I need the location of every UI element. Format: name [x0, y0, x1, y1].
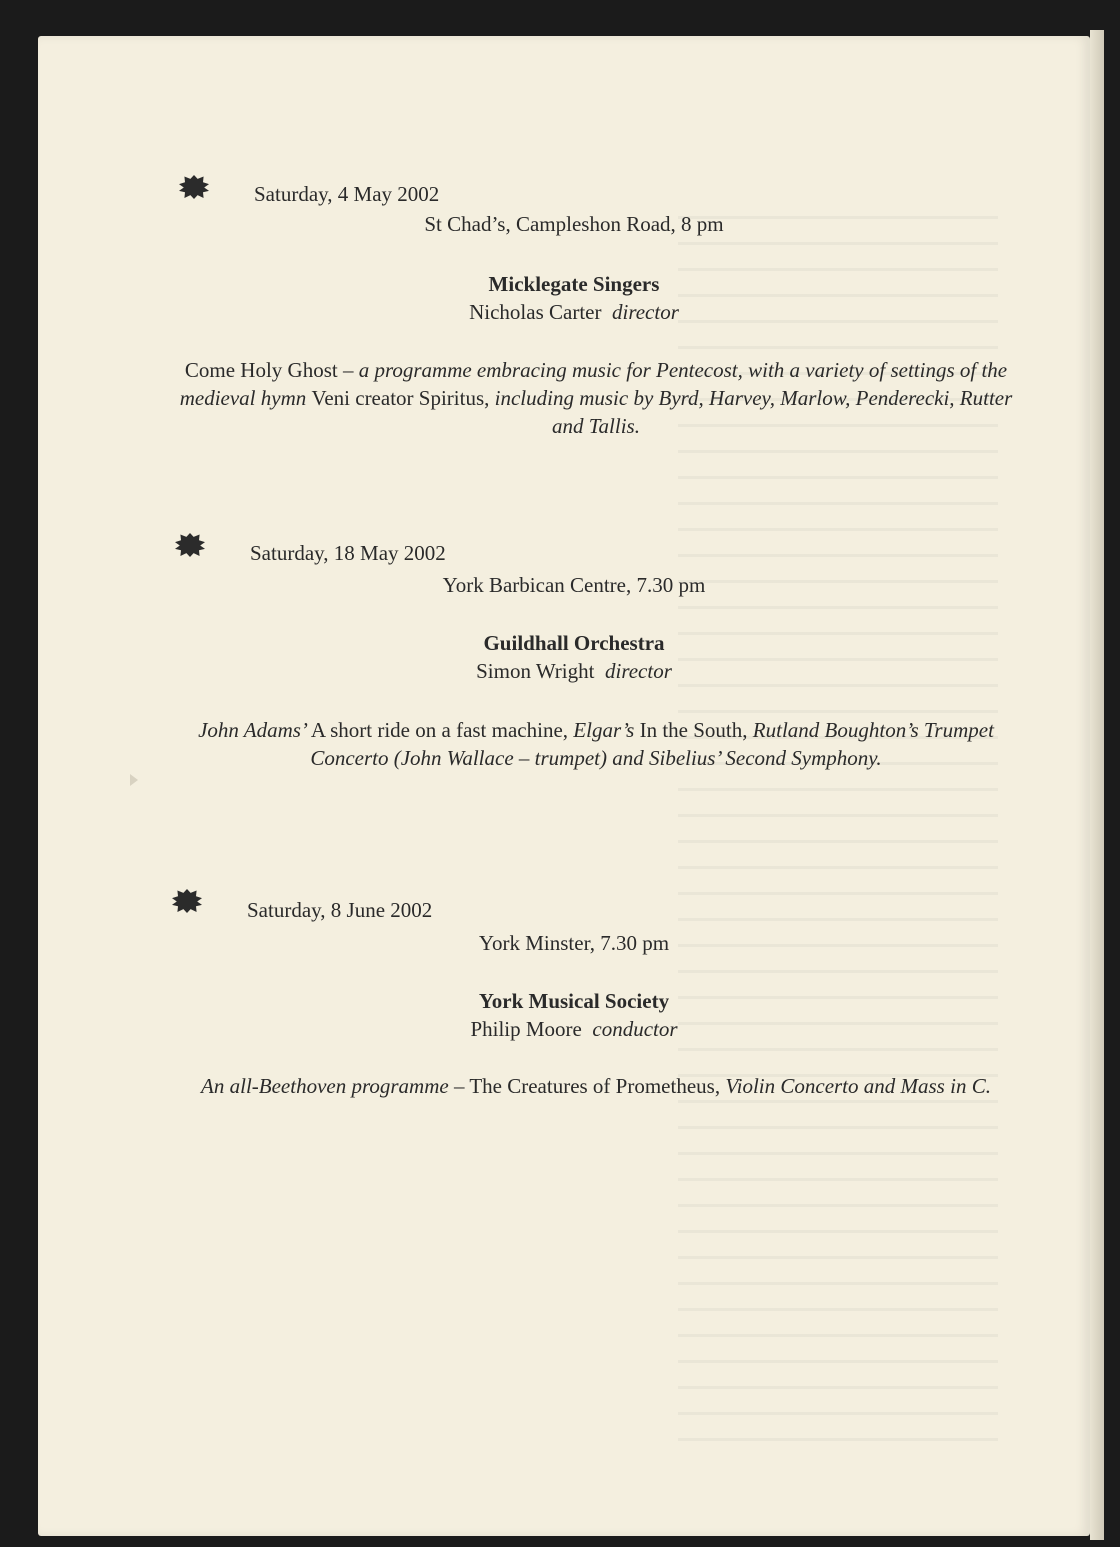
programme-text: An all-Beethoven programme [201, 1074, 449, 1098]
programme-text: including music by Byrd, Harvey, Marlow, Penderecki, Rutter and Tallis. [494, 386, 1013, 438]
event-credit [38, 659, 1110, 684]
event-date: Saturday, 8 June 2002 [247, 898, 433, 922]
programme-text: John Adams’ [198, 718, 311, 742]
programme-page [38, 36, 1090, 1536]
programme-text: In the South, [639, 718, 753, 742]
event-programme [166, 1072, 1026, 1100]
event-venue: York Barbican Centre, 7.30 pm [442, 573, 706, 597]
event-credit [38, 1017, 1110, 1042]
star-bullet-icon [172, 889, 202, 913]
credit-role: director [604, 659, 672, 683]
programme-text: Violin Concerto and Mass in C. [725, 1074, 991, 1098]
star-bullet-icon [175, 533, 205, 557]
event-venue: St Chad’s, Campleshon Road, 8 pm [424, 212, 724, 236]
margin-mark [130, 774, 138, 786]
credit-role: conductor [592, 1017, 678, 1041]
page-spine [1090, 30, 1104, 1540]
event-performer: Micklegate Singers [488, 272, 660, 296]
programme-text: Veni creator Spiritus, [311, 386, 495, 410]
star-bullet-icon [179, 175, 209, 199]
event-performer: York Musical Society [478, 989, 670, 1013]
event-date: Saturday, 18 May 2002 [250, 541, 446, 565]
credit-person: Simon Wright [476, 659, 595, 683]
programme-text: A short ride on a fast machine, [310, 718, 574, 742]
event-credit [38, 300, 1110, 325]
programme-text: – The Creatures of Prometheus, [448, 1074, 726, 1098]
programme-text: a programme embracing music for Pentecost, with a variety of settings of the medieval hymn [179, 358, 1008, 410]
programme-text: Elgar’s [573, 718, 640, 742]
event-venue: York Minster, 7.30 pm [478, 931, 670, 955]
credit-person: Nicholas Carter [469, 300, 602, 324]
credit-role: director [611, 300, 679, 324]
event-date: Saturday, 4 May 2002 [254, 182, 440, 206]
programme-text: Rutland Boughton’s Trumpet Concerto (John Wallace – trumpet) and Sibelius’ Second Symphony. [310, 718, 994, 770]
event-programme [166, 356, 1026, 440]
event-performer: Guildhall Orchestra [483, 631, 665, 655]
event-programme [166, 716, 1026, 772]
programme-text: Come Holy Ghost – [184, 358, 359, 382]
credit-person: Philip Moore [470, 1017, 582, 1041]
